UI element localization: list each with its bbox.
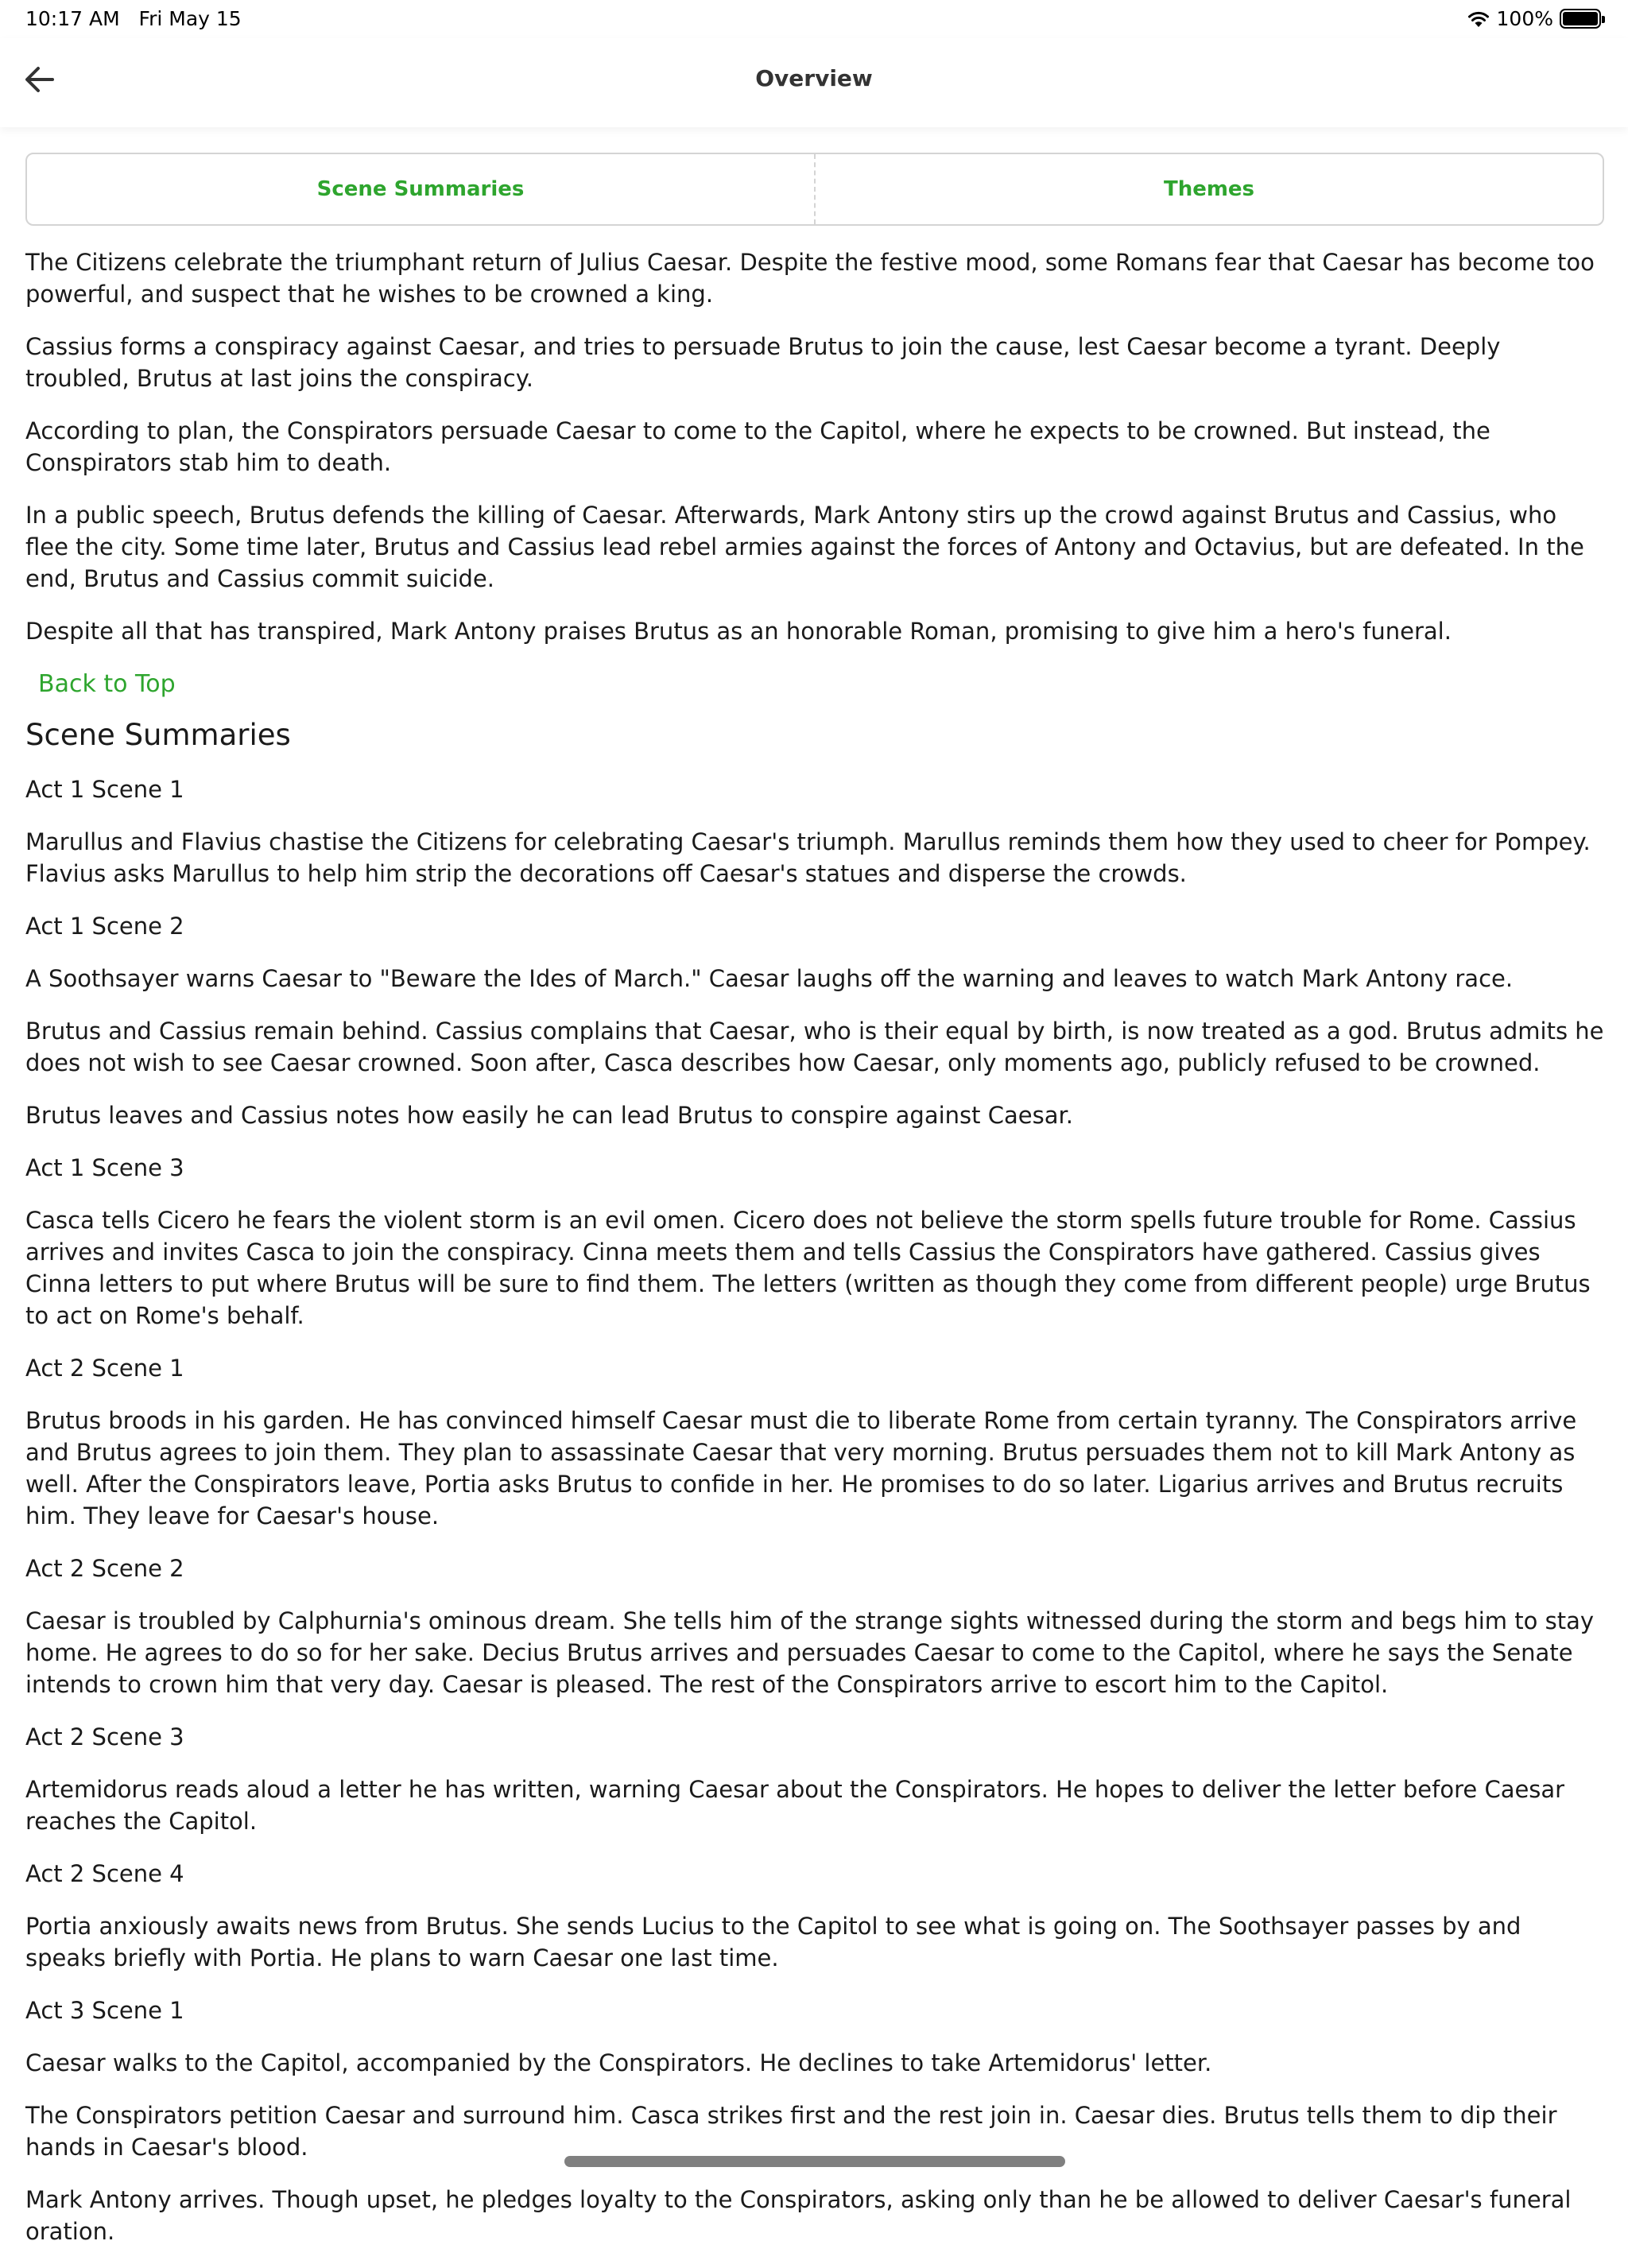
- status-indicators: [1467, 7, 1601, 30]
- scene-paragraph: Casca tells Cicero he fears the violent storm is an evil omen. Cicero does not believe the storm spells future trouble for Rome. Cassius arrives and invites Casca to join the conspiracy. Cinna meets them and tells Cassius the Conspirators have gathered. Cassius gives Cinna letters to put where Brutus will be sure to find them. The letters (written as though they come from different people) urge Brutus to act on Rome's behalf.: [25, 1207, 1591, 1329]
- scene-paragraph: Caesar walks to the Capitol, accompanied by the Conspirators. He declines to take Artemidorus' letter.: [25, 2049, 1212, 2076]
- section-title: Scene Summaries: [25, 718, 291, 752]
- intro-summary: [25, 246, 1604, 647]
- scene-paragraph: Caesar is troubled by Calphurnia's ominous dream. She tells him of the strange sights witnessed during the storm and begs him to stay home. He agrees to do so for her sake. Decius Brutus arrives and persuades Caesar to come to the Capitol, where he says the Senate intends to crown him that very day. Caesar is pleased. The rest of the Conspirators arrive to escort him to the Capitol.: [25, 1607, 1595, 1698]
- intro-paragraph: Despite all that has transpired, Mark Antony praises Brutus as an honorable Roman, promising to give him a hero's funeral.: [25, 618, 1452, 645]
- scene-heading: Act 1 Scene 2: [25, 913, 184, 940]
- overview-content: [25, 246, 1604, 2268]
- scene-paragraph: A Soothsayer warns Caesar to "Beware the Ides of March." Caesar laughs off the warning and leaves to watch Mark Antony race.: [25, 965, 1514, 992]
- scene-heading: Act 2 Scene 2: [25, 1555, 184, 1582]
- intro-paragraph: The Citizens celebrate the triumphant return of Julius Caesar. Despite the festive mood, some Romans fear that Caesar has become too powerful, and suspect that he wishes to be crowned a king.: [25, 249, 1595, 308]
- scene-heading: Act 2 Scene 4: [25, 1860, 184, 1887]
- battery-icon: [1560, 9, 1601, 29]
- status-clock: 10:17 AM: [25, 7, 120, 30]
- scene-heading: Act 1 Scene 1: [25, 776, 184, 803]
- scene-summaries-list: [25, 773, 1604, 2247]
- status-date: Fri May 15: [138, 7, 242, 30]
- scene-paragraph: Mark Antony arrives. Though upset, he pledges loyalty to the Conspirators, asking only than he be allowed to deliver Caesar's funeral oration.: [25, 2186, 1572, 2245]
- navigation-bar: [0, 38, 1628, 127]
- battery-percent: 100%: [1496, 7, 1553, 30]
- segmented-tabs: [25, 153, 1604, 226]
- intro-paragraph: Cassius forms a conspiracy against Caesar, and tries to persuade Brutus to join the cause, lest Caesar become a tyrant. Deeply troubled, Brutus at last joins the conspiracy.: [25, 333, 1501, 392]
- intro-paragraph: In a public speech, Brutus defends the killing of Caesar. Afterwards, Mark Antony stirs up the crowd against Brutus and Cassius, who flee the city. Some time later, Brutus and Cassius lead rebel armies against the forces of Antony and Octavius, but are defeated. In the end, Brutus and Cassius commit suicide.: [25, 502, 1584, 592]
- page-title: Overview: [755, 65, 873, 91]
- scene-paragraph: Artemidorus reads aloud a letter he has written, warning Caesar about the Conspirators. He hopes to deliver the letter before Caesar reaches the Capitol.: [25, 1776, 1565, 1835]
- status-time: [25, 7, 242, 30]
- scene-paragraph: Portia anxiously awaits news from Brutus. She sends Lucius to the Capitol to see what is going on. The Soothsayer passes by and speaks briefly with Portia. He plans to warn Caesar one last time.: [25, 1913, 1521, 1971]
- scene-paragraph: Marullus and Flavius chastise the Citizens for celebrating Caesar's triumph. Marullus reminds them how they used to cheer for Pompey. Flavius asks Marullus to help him strip the decorations off Caesar's statues and disperse the crowds.: [25, 828, 1591, 887]
- scene-paragraph: Brutus leaves and Cassius notes how easily he can lead Brutus to conspire against Caesar.: [25, 1102, 1073, 1129]
- home-indicator[interactable]: [564, 2156, 1065, 2167]
- scene-paragraph: Brutus and Cassius remain behind. Cassius complains that Caesar, who is their equal by birth, is now treated as a god. Brutus admits he does not wish to see Caesar crowned. Soon after, Casca describes how Caesar, only moments ago, publicly refused to be crowned.: [25, 1018, 1604, 1076]
- back-to-top-link[interactable]: Back to Top: [38, 670, 176, 698]
- intro-paragraph: According to plan, the Conspirators persuade Caesar to come to the Capitol, where he expects to be crowned. But instead, the Conspirators stab him to death.: [25, 417, 1490, 476]
- scene-paragraph: The Conspirators petition Caesar and surround him. Casca strikes first and the rest join in. Caesar dies. Brutus tells them to dip their hands in Caesar's blood.: [25, 2102, 1557, 2161]
- wifi-icon: [1467, 10, 1490, 29]
- scene-heading: Act 2 Scene 3: [25, 1723, 184, 1750]
- scene-heading: Act 2 Scene 1: [25, 1355, 184, 1382]
- status-bar: [0, 0, 1628, 38]
- scene-heading: Act 3 Scene 1: [25, 1997, 184, 2024]
- scene-heading: Act 1 Scene 3: [25, 1154, 184, 1181]
- tab-scene-summaries[interactable]: Scene Summaries: [316, 177, 525, 201]
- tab-themes[interactable]: Themes: [814, 154, 1603, 224]
- scene-paragraph: Brutus broods in his garden. He has convinced himself Caesar must die to liberate Rome from certain tyranny. The Conspirators arrive and Brutus agrees to join them. They plan to assassinate Caesar that very morning. Brutus persuades them not to kill Mark Antony as well. After the Conspirators leave, Portia asks Brutus to confide in her. He promises to do so later. Ligarius arrives and Brutus recruits him. They leave for Caesar's house.: [25, 1407, 1577, 1529]
